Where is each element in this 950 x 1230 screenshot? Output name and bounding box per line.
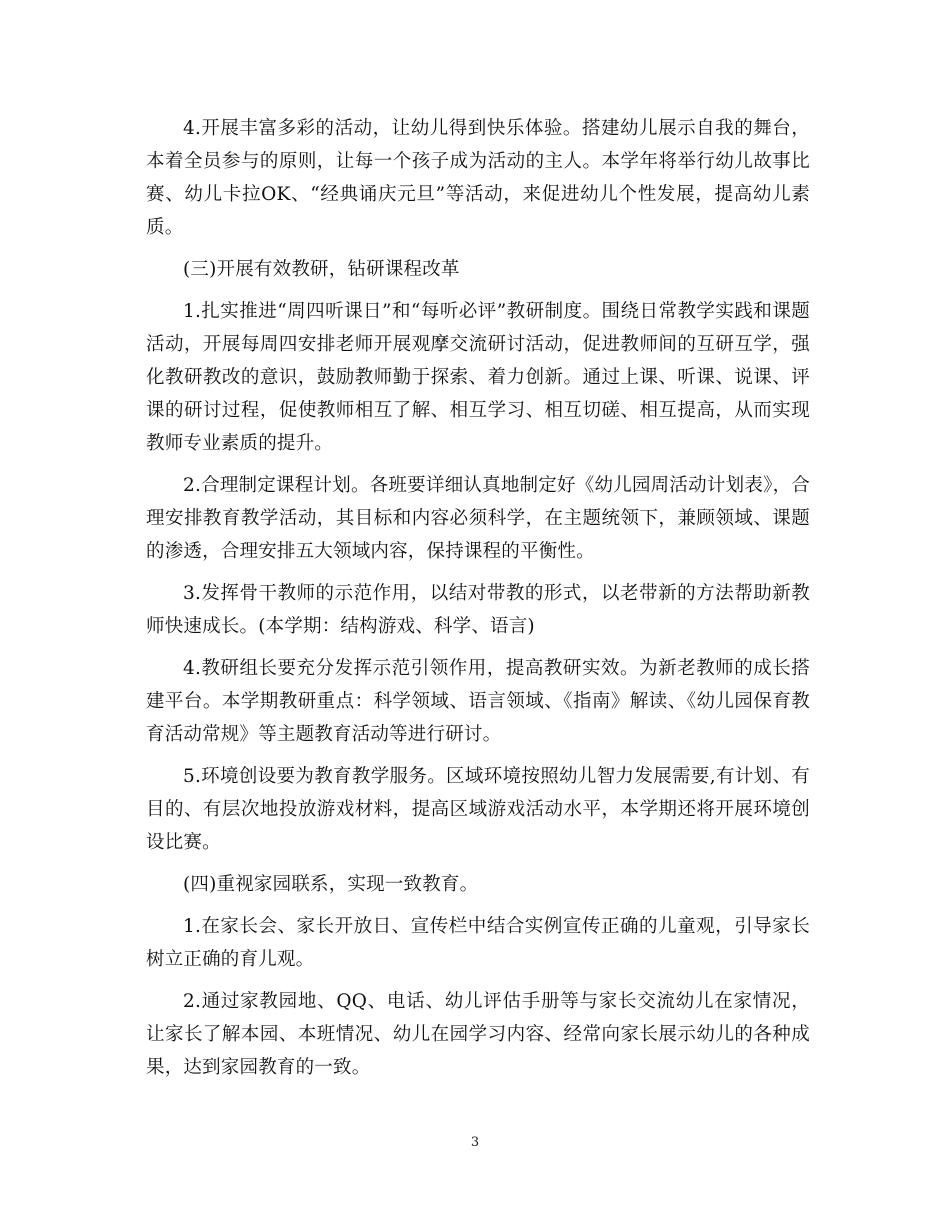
paragraph-environment: 5.环境创设要为教育教学服务。区域环境按照幼儿智力发展需要,有计划、有目的、有层次地投放游戏材料，提高区域游戏活动水平，本学期还将开展环境创设比赛。 (146, 766, 810, 853)
document-body (146, 112, 810, 1084)
section-heading-home-school: (四)重视家园联系，实现一致教育。 (183, 874, 479, 895)
paragraph-activities: 4.开展丰富多彩的活动，让幼儿得到快乐体验。搭建幼儿展示自我的舞台，本着全员参与的原则，让每一个孩子成为活动的主人。本学年将举行幼儿故事比赛、幼儿卡拉OK、“经典诵庆元旦”等活动，来促进幼儿个性发展，提高幼儿素质。 (146, 118, 810, 238)
paragraph-mentoring: 3.发挥骨干教师的示范作用，以结对带教的形式，以老带新的方法帮助新教师快速成长。(本学期：结构游戏、科学、语言) (146, 583, 810, 637)
paragraph-parent-meeting: 1.在家长会、家长开放日、宣传栏中结合实例宣传正确的儿童观，引导家长树立正确的育儿观。 (146, 916, 810, 970)
paragraph-research-leader: 4.教研组长要充分发挥示范引领作用，提高教研实效。为新老教师的成长搭建平台。本学期教研重点：科学领域、语言领域、《指南》解读、《幼儿园保育教育活动常规》等主题教育活动等进行研讨。 (146, 658, 810, 745)
page-number: 3 (470, 1135, 480, 1150)
paragraph-lesson-day: 1.扎实推进“周四听课日”和“每听必评”教研制度。围绕日常教学实践和课题活动，开展每周四安排老师开展观摩交流研讨活动，促进教师间的互研互学，强化教研教改的意识，鼓励教师勤于探索、着力创新。通过上课、听课、说课、评课的研讨过程，促使教师相互了解、相互学习、相互切磋、相互提高，从而实现教师专业素质的提升。 (146, 301, 810, 454)
paragraph-curriculum-plan: 2.合理制定课程计划。各班要详细认真地制定好《幼儿园周活动计划表》，合理安排教育教学活动，其目标和内容必须科学，在主题统领下，兼顾领域、课题的渗透，合理安排五大领域内容，保持课程的平衡性。 (146, 475, 810, 562)
section-heading-teaching-research: (三)开展有效教研，钻研课程改革 (183, 259, 460, 280)
paragraph-parent-communication: 2.通过家教园地、QQ、电话、幼儿评估手册等与家长交流幼儿在家情况，让家长了解本园、本班情况、幼儿在园学习内容、经常向家长展示幼儿的各种成果，达到家园教育的一致。 (146, 991, 810, 1078)
